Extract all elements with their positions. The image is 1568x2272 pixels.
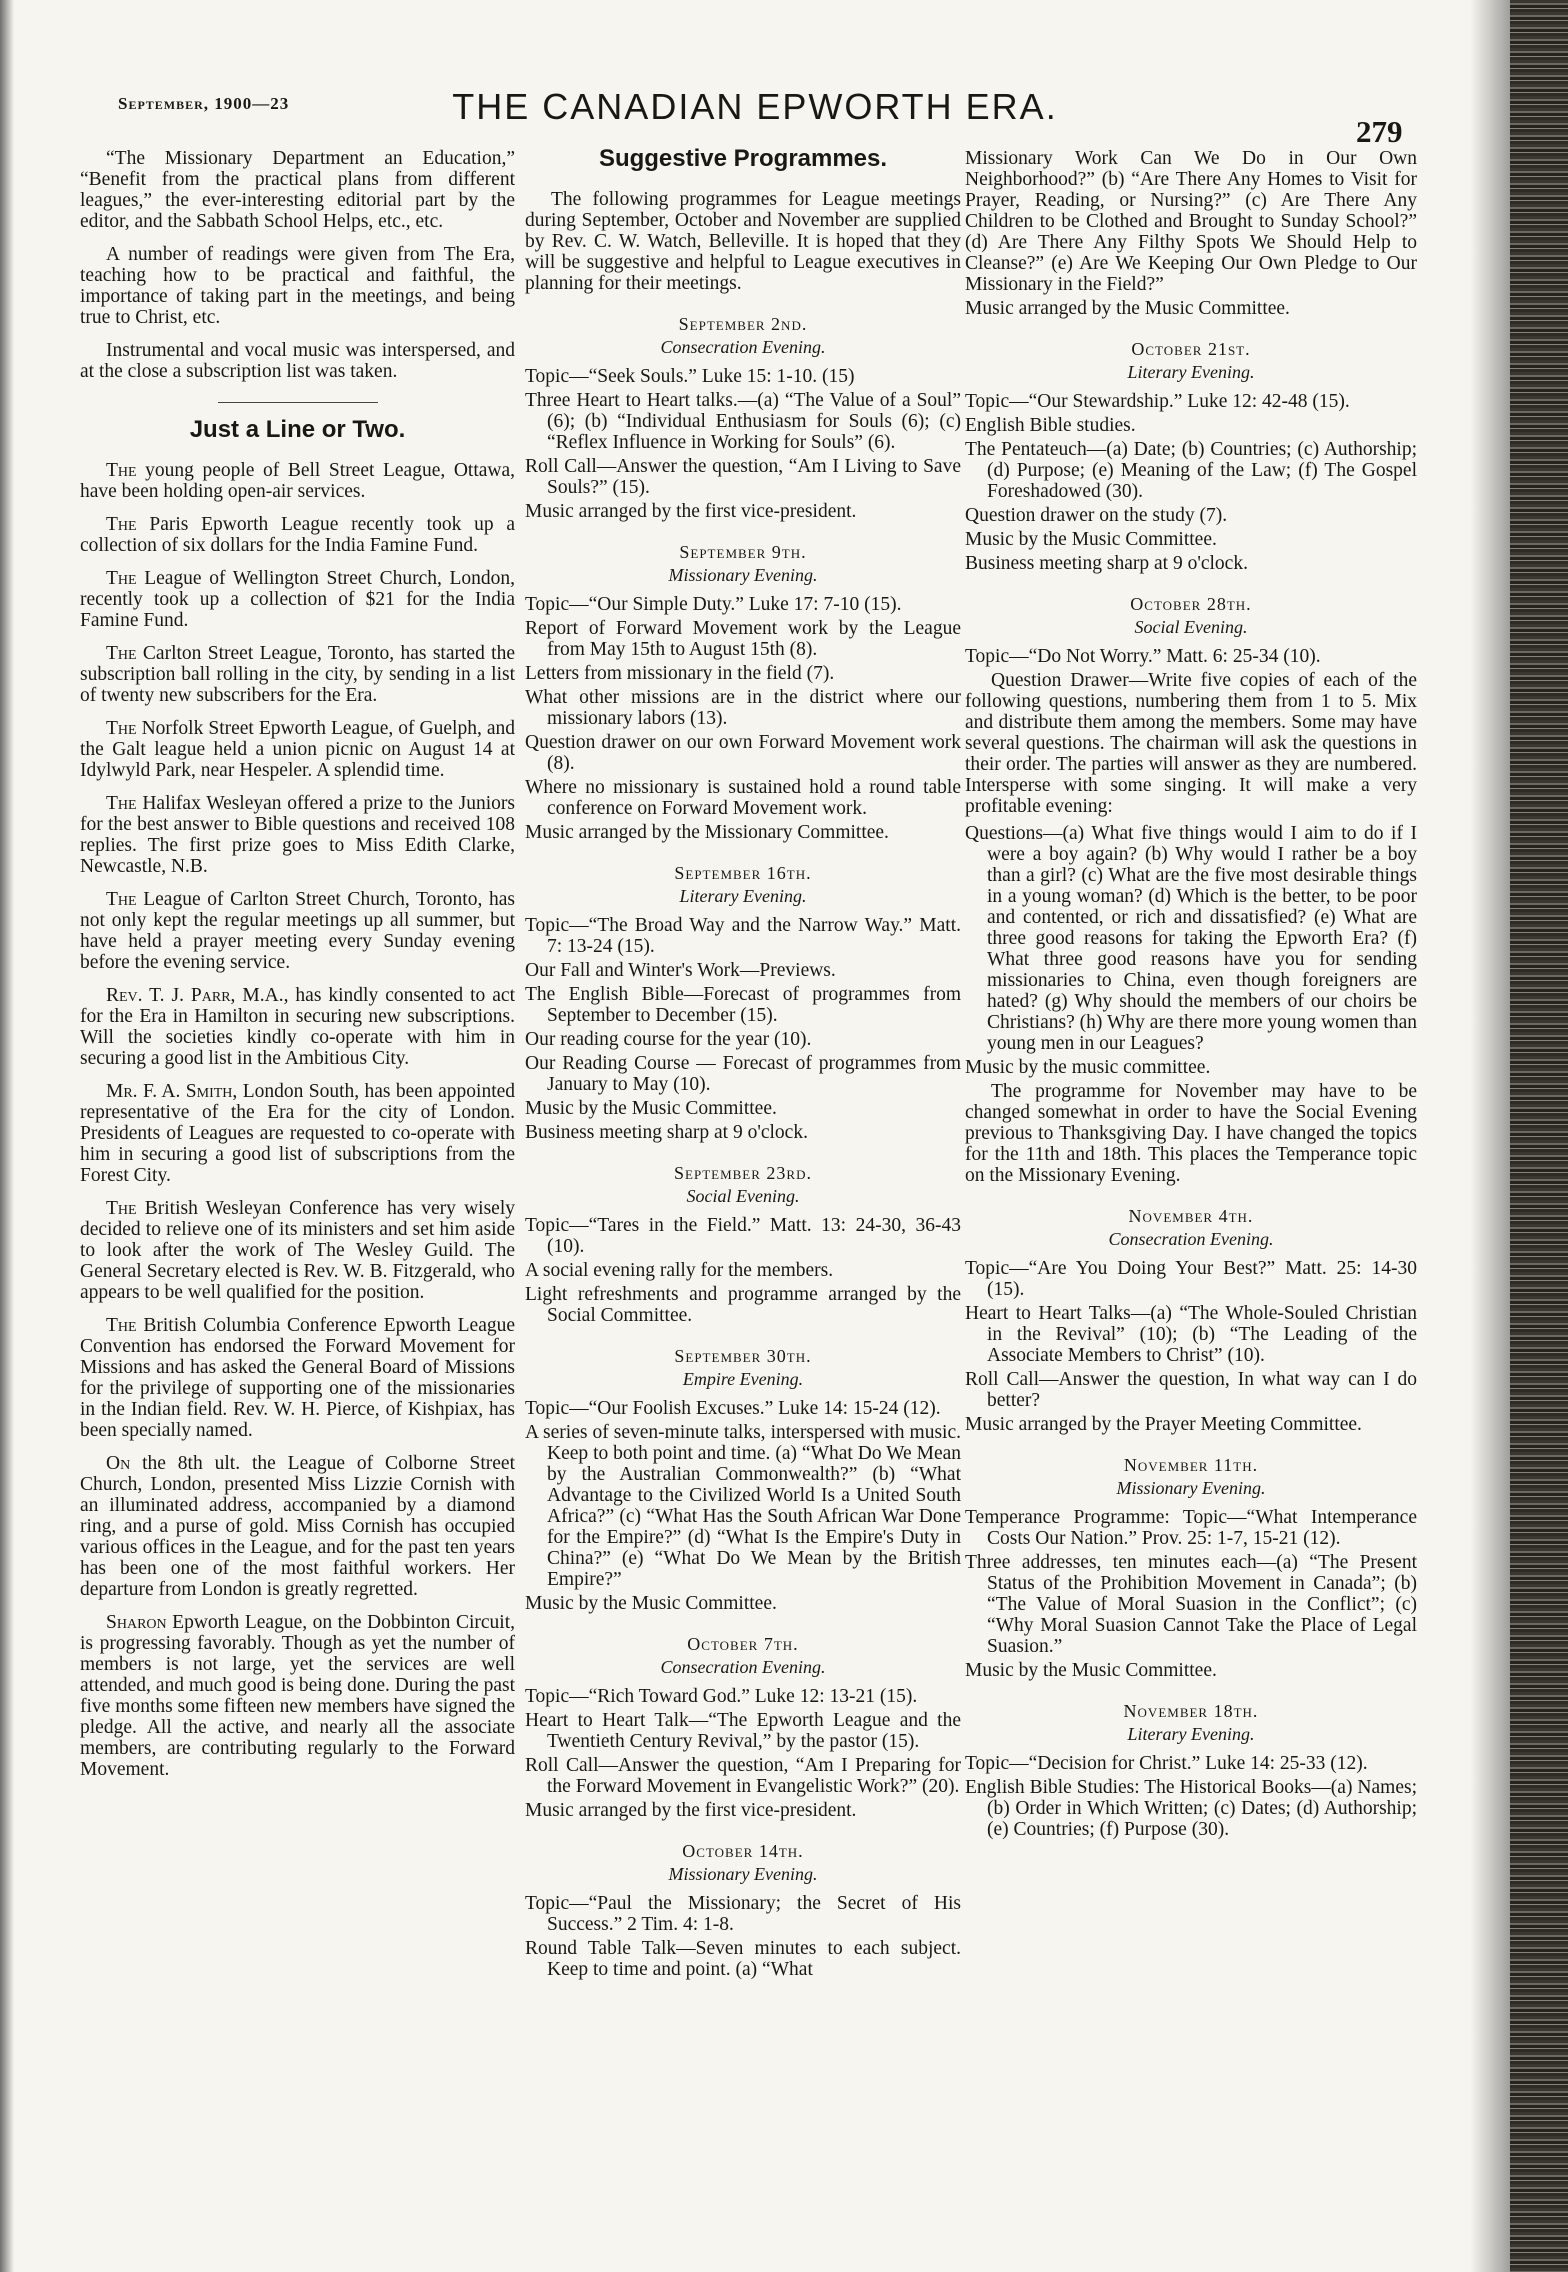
page-number: 279	[1356, 114, 1403, 149]
programme-item: Where no missionary is sustained hold a round table conference on Forward Movement work.	[525, 777, 961, 819]
news-item-text: the 8th ult. the League of Colborne Street Church, London, presented Miss Lizzie Cornish with an illuminated address, accompanied by a diamond ring, and a purse of gold. Miss Cornish has occupied various offices in the League, and for the past ten years has been one of the most faithful workers. Her departure from London is greatly regretted.	[80, 1453, 516, 1600]
programme-item: Roll Call—Answer the question, “Am I Living to Save Souls?” (15).	[525, 456, 961, 498]
programme-item: Light refreshments and programme arranged by the Social Committee.	[525, 1284, 961, 1326]
programme-item: Roll Call—Answer the question, “Am I Preparing for the Forward Movement in Evangelistic Work?” (20).	[525, 1755, 961, 1797]
programme-item: Topic—“Our Foolish Excuses.” Luke 14: 15-24 (12).	[525, 1398, 941, 1419]
programme-item: Our Reading Course — Forecast of programmes from January to May (10).	[525, 1053, 961, 1095]
programme-item: Roll Call—Answer the question, In what way can I do better?	[965, 1369, 1417, 1411]
programme-item: English Bible Studies: The Historical Books—(a) Names; (b) Order in Which Written; (c) Dates; (d) Authorship; (e) Countries; (f) Purpose (30).	[965, 1777, 1417, 1840]
news-item-lead: Mr. F. A. Smith,	[106, 1081, 238, 1102]
masthead-title: THE CANADIAN EPWORTH ERA.	[452, 86, 1058, 127]
programme-item: Topic—“Tares in the Field.” Matt. 13: 24-30, 36-43 (10).	[525, 1215, 961, 1257]
news-item-lead: The	[106, 718, 137, 739]
news-item	[80, 1612, 515, 1780]
programme-item: Heart to Heart Talk—“The Epworth League and the Twentieth Century Revival,” by the pastor (15).	[525, 1710, 961, 1752]
news-item-lead: The	[106, 514, 137, 535]
programme-item: Heart to Heart Talks—(a) “The Whole-Souled Christian in the Revival” (10); (b) “The Leading of the Associate Members to Christ” (10).	[965, 1303, 1417, 1366]
programme-date: October 28th.	[1130, 594, 1252, 614]
programme-item: Topic—“Seek Souls.” Luke 15: 1-10. (15)	[525, 366, 855, 387]
news-item-text: London South, has been appointed representative of the Era for the city of London. Presidents of Leagues are requested to co-operate with him in securing a good list of subscriptions from the Forest City.	[80, 1081, 516, 1186]
news-item-lead: The	[106, 1198, 137, 1219]
programme-list	[965, 339, 1417, 1840]
programme-item: Topic—“Do Not Worry.” Matt. 6: 25-34 (10).	[965, 646, 1321, 667]
news-item-text: British Wesleyan Conference has very wisely decided to relieve one of its ministers and set him aside to look after the work of The Wesley Guild. The General Secretary elected is Rev. W. B. Fitzgerald, who appears to be well qualified for the position.	[80, 1198, 515, 1303]
right-column	[965, 148, 1417, 1843]
programme-item: Business meeting sharp at 9 o'clock.	[965, 553, 1248, 574]
programme-date: September 2nd.	[678, 314, 808, 334]
programme-item: Music by the Music Committee.	[525, 1593, 777, 1614]
news-item-text: young people of Bell Street League, Ottawa, have been holding open-air services.	[80, 460, 516, 502]
programme-evening-type: Consecration Evening.	[1108, 1229, 1274, 1249]
programme-evening-type: Literary Evening.	[1127, 362, 1255, 382]
programme-item: Our reading course for the year (10).	[525, 1029, 812, 1050]
programme-item: Topic—“The Broad Way and the Narrow Way.” Matt. 7: 13-24 (15).	[525, 915, 961, 957]
news-item	[80, 793, 515, 877]
programme-evening-type: Consecration Evening.	[660, 1657, 826, 1677]
news-item-text: League of Carlton Street Church, Toronto, has not only kept the regular meetings up all summer, but have held a prayer meeting every Sunday evening before the evening service.	[80, 889, 515, 973]
news-item-lead: Sharon	[106, 1612, 167, 1633]
programme-item: The Pentateuch—(a) Date; (b) Countries; (c) Authorship; (d) Purpose; (e) Meaning of the Law; (f) The Gospel Foreshadowed (30).	[965, 439, 1417, 502]
section-title: Just a Line or Two.	[189, 416, 406, 443]
news-item	[80, 718, 515, 781]
news-item-text: Norfolk Street Epworth League, of Guelph, and the Galt league held a union picnic on August 14 at Idylwyld Park, near Hespeler. A splendid time.	[80, 718, 515, 781]
programme-item: Question drawer on our own Forward Movement work (8).	[525, 732, 961, 774]
news-item	[80, 460, 515, 502]
news-item-lead: The	[106, 460, 137, 481]
programme-item: Topic—“Paul the Missionary; the Secret of His Success.” 2 Tim. 4: 1-8.	[525, 1893, 961, 1935]
news-item-text: Paris Epworth League recently took up a collection of six dollars for the India Famine Fund.	[80, 514, 516, 556]
programme-evening-type: Missionary Evening.	[1116, 1478, 1266, 1498]
programme-item: Three addresses, ten minutes each—(a) “The Present Status of the Prohibition Movement in Canada”; (b) “The Value of Moral Suasion in the Conflict”; (c) “Why Moral Suasion Cannot Take the Place of Legal Suasion.”	[965, 1552, 1417, 1657]
programme-date: September 30th.	[674, 1346, 812, 1366]
section-divider	[218, 402, 378, 403]
news-item	[80, 568, 515, 631]
news-items	[80, 460, 515, 1780]
news-item-lead: The	[106, 889, 137, 910]
programme-item: Music by the music committee.	[965, 1057, 1211, 1078]
programme-item: Three Heart to Heart talks.—(a) “The Value of a Soul” (6); (b) “Individual Enthusiasm for Souls (6); (c) “Reflex Influence in Working for Souls” (6).	[525, 390, 961, 453]
paragraph: A number of readings were given from The Era, teaching how to be practical and faithful, the importance of taking part in the meetings, and being true to Christ, etc.	[80, 244, 515, 328]
programme-evening-type: Empire Evening.	[682, 1369, 804, 1389]
programme-evening-type: Literary Evening.	[1127, 1724, 1255, 1744]
programme-item: Music arranged by the Music Committee.	[965, 298, 1290, 319]
programme-item: What other missions are in the district where our missionary labors (13).	[525, 687, 961, 729]
news-item-text: Carlton Street League, Toronto, has started the subscription ball rolling in the city, by sending in a list of twenty new subscribers for the Era.	[80, 643, 515, 706]
programme-item: Music by the Music Committee.	[525, 1098, 777, 1119]
news-item-text: M.A., has kindly consented to act for the Era in Hamilton in securing new subscriptions. Will the societies kindly co-operate with him in securing a good list in the Ambitious City.	[80, 985, 516, 1069]
programme-evening-type: Missionary Evening.	[668, 1864, 818, 1884]
middle-column	[525, 145, 961, 1983]
programme-item: Music arranged by the first vice-president.	[525, 1800, 857, 1821]
news-item-lead: On	[106, 1453, 131, 1474]
news-item	[80, 985, 515, 1069]
news-item-lead: The	[106, 568, 137, 589]
left-column	[80, 148, 515, 1792]
programme-date: November 18th.	[1123, 1701, 1259, 1721]
programme-item: Question drawer on the study (7).	[965, 505, 1228, 526]
news-item	[80, 1198, 515, 1303]
programme-item: Music arranged by the first vice-president.	[525, 501, 857, 522]
programme-date: September 23rd.	[674, 1163, 812, 1183]
programme-item: Letters from missionary in the field (7).	[525, 663, 835, 684]
programme-evening-type: Consecration Evening.	[660, 337, 826, 357]
programme-item: Temperance Programme: Topic—“What Intemperance Costs Our Nation.” Prov. 25: 1-7, 15-21 (12).	[965, 1507, 1417, 1549]
news-item-text: British Columbia Conference Epworth League Convention has endorsed the Forward Movement for Missions and has asked the General Board of Missions for the privilege of supporting one of the missionaries in the Indian field. Rev. W. H. Pierce, of Kishpiax, has been specially named.	[80, 1315, 516, 1441]
programme-item: Music arranged by the Missionary Committee.	[525, 822, 889, 843]
news-item-lead: Rev. T. J. Parr,	[106, 985, 236, 1006]
programme-item: Topic—“Rich Toward God.” Luke 12: 13-21 (15).	[525, 1686, 918, 1707]
programme-item: Topic—“Our Stewardship.” Luke 12: 42-48 (15).	[965, 391, 1350, 412]
news-item-lead: The	[106, 1315, 137, 1336]
programme-item: A social evening rally for the members.	[525, 1260, 834, 1281]
programme-item: Our Fall and Winter's Work—Previews.	[525, 960, 836, 981]
continued-text: Missionary Work Can We Do in Our Own Neighborhood?” (b) “Are There Any Homes to Visit for Prayer, Reading, or Nursing?” (c) Are There Any Children to be Clothed and Brought to Sunday School?” (d) Are There Any Filthy Spots We Should Help to Cleanse?” (e) Are We Keeping Our Own Pledge to Our Missionary in the Field?”	[965, 148, 1417, 295]
paragraph: “The Missionary Department an Education,” “Benefit from the practical plans from different leagues,” the ever-interesting editorial part by the editor, and the Sabbath School Helps, etc., etc.	[80, 148, 515, 232]
programme-item: Music by the Music Committee.	[965, 1660, 1217, 1681]
gutter-shadow	[0, 0, 14, 2272]
programme-paragraph: Question Drawer—Write five copies of each of the following questions, numbering them from 1 to 5. Mix and distribute them among the members. Some may have several questions. The chairman will ask the questions in their order. The parties will answer as they are numbered. Intersperse with some singing. It will make a very profitable evening:	[965, 670, 1417, 817]
programme-date: November 11th.	[1123, 1455, 1259, 1475]
section-title: Suggestive Programmes.	[598, 145, 888, 172]
news-item-lead: The	[106, 643, 137, 664]
programme-item: Topic—“Are You Doing Your Best?” Matt. 25: 14-30 (15).	[965, 1258, 1417, 1300]
paragraph: Instrumental and vocal music was interspersed, and at the close a subscription list was taken.	[80, 340, 515, 382]
programme-date: October 7th.	[687, 1634, 799, 1654]
news-item	[80, 514, 515, 556]
programme-date: October 14th.	[682, 1841, 804, 1861]
programme-date: October 21st.	[1131, 339, 1251, 359]
programme-evening-type: Missionary Evening.	[668, 565, 818, 585]
news-item	[80, 889, 515, 973]
programme-item: Topic—“Decision for Christ.” Luke 14: 25-33 (12).	[965, 1753, 1368, 1774]
programme-item: Report of Forward Movement work by the League from May 15th to August 15th (8).	[525, 618, 961, 660]
programme-item: Business meeting sharp at 9 o'clock.	[525, 1122, 808, 1143]
programme-item: Music by the Music Committee.	[965, 529, 1217, 550]
news-item-lead: The	[106, 793, 137, 814]
programme-item: English Bible studies.	[965, 415, 1136, 436]
programme-date: September 9th.	[679, 542, 807, 562]
intro-paragraph: The following programmes for League meetings during September, October and November are supplied by Rev. C. W. Watch, Belleville. It is hoped that they will be suggestive and helpful to League executives in planning for their meetings.	[525, 189, 961, 294]
news-item-text: Epworth League, on the Dobbinton Circuit, is progressing favorably. Though as yet the number of members is not large, yet the services are well attended, and much good is being done. During the past five months some fifteen new members have signed the pledge. All the active, and nearly all the associate members, are contributing regularly to the Forward Movement.	[80, 1612, 515, 1780]
programme-item: Round Table Talk—Seven minutes to each subject. Keep to time and point. (a) “What	[525, 1938, 961, 1980]
binding-shadow	[1470, 0, 1510, 2272]
programme-item: Music arranged by the Prayer Meeting Committee.	[965, 1414, 1362, 1435]
issue-date: September, 1900—23	[118, 94, 290, 113]
programme-evening-type: Social Evening.	[686, 1186, 800, 1206]
page-edges	[1510, 0, 1568, 2272]
programme-list	[525, 314, 961, 1980]
news-item	[80, 1081, 515, 1186]
programme-evening-type: Social Evening.	[1134, 617, 1248, 637]
programme-item: Questions—(a) What five things would I aim to do if I were a boy again? (b) Why would I rather be a boy than a girl? (c) What are the five most desirable things in a young woman? (d) Which is the better, to be poor and contented, or rich and dissatisfied? (e) What are three good reasons for taking the Epworth Era? (f) What three good reasons have you for sending missionaries to China, even though foreigners are hated? (g) Why should the members of our choirs be Christians? (h) Why are there more young women than young men in our Leagues?	[965, 823, 1417, 1054]
news-item	[80, 1453, 515, 1600]
programme-item: A series of seven-minute talks, interspersed with music. Keep to both point and time. (a) “What Do We Mean by the Australian Commonwealth?” (b) “What Advantage to the Civilized World Is a United South Africa?” (c) “What Has the South African War Done for the Empire?” (d) “What Is the Empire's Duty in China?” (e) “What Do We Mean by the British Empire?”	[525, 1422, 961, 1590]
news-item	[80, 643, 515, 706]
news-item-text: Halifax Wesleyan offered a prize to the Juniors for the best answer to Bible questions and received 108 replies. The first prize goes to Miss Edith Clarke, Newcastle, N.B.	[80, 793, 515, 877]
programme-item: Topic—“Our Simple Duty.” Luke 17: 7-10 (15).	[525, 594, 902, 615]
programme-item: The English Bible—Forecast of programmes from September to December (15).	[525, 984, 961, 1026]
news-item-text: League of Wellington Street Church, London, recently took up a collection of $21 for the India Famine Fund.	[80, 568, 516, 631]
news-item	[80, 1315, 515, 1441]
programme-paragraph: The programme for November may have to be changed somewhat in order to have the Social Evening previous to Thanksgiving Day. I have changed the topics for the 11th and 18th. This places the Temperance topic on the Missionary Evening.	[965, 1081, 1417, 1186]
programme-date: November 4th.	[1128, 1206, 1254, 1226]
programme-date: September 16th.	[674, 863, 812, 883]
programme-evening-type: Literary Evening.	[679, 886, 807, 906]
